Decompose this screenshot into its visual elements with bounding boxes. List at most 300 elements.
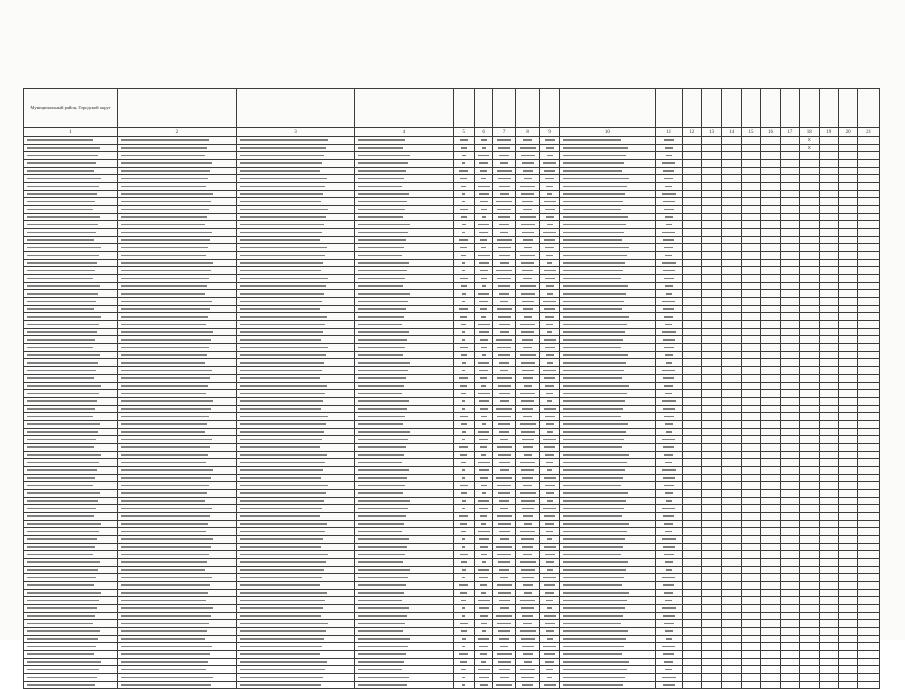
illegible-text-stroke — [522, 370, 534, 372]
illegible-text-stroke — [478, 569, 489, 571]
illegible-text-stroke — [121, 630, 207, 632]
illegible-text-stroke — [462, 646, 465, 648]
table-cell-c19 — [819, 252, 838, 260]
table-cell-c2 — [118, 221, 237, 229]
table-cell-c7 — [493, 152, 515, 160]
table-cell-c1 — [24, 651, 118, 659]
table-cell-c9 — [540, 221, 559, 229]
table-cell-c11 — [655, 643, 682, 651]
illegible-text-stroke — [544, 170, 555, 172]
illegible-text-stroke — [461, 393, 466, 395]
illegible-text-stroke — [500, 607, 509, 609]
illegible-text-stroke — [358, 262, 409, 264]
table-cell-c17 — [780, 628, 799, 636]
table-cell-c3 — [236, 666, 355, 674]
illegible-text-stroke — [496, 408, 512, 410]
table-cell-c7 — [493, 344, 515, 352]
table-cell-c17 — [780, 275, 799, 283]
illegible-text-stroke — [664, 592, 673, 594]
illegible-text-stroke — [480, 270, 488, 272]
table-cell-c14 — [722, 558, 741, 566]
table-cell-c8 — [515, 543, 540, 551]
table-cell-c18 — [800, 175, 819, 183]
table-cell-c10 — [559, 252, 655, 260]
table-cell-c16 — [761, 482, 780, 490]
illegible-text-stroke — [121, 293, 205, 295]
table-cell-c20 — [838, 581, 857, 589]
table-cell-c9 — [540, 359, 559, 367]
illegible-text-stroke — [240, 577, 322, 579]
table-cell-c8 — [515, 459, 540, 467]
table-cell-c13 — [701, 137, 721, 145]
table-cell-c18 — [800, 305, 819, 313]
illegible-text-stroke — [27, 162, 96, 164]
illegible-text-stroke — [459, 308, 468, 310]
table-cell-c2 — [118, 666, 237, 674]
illegible-text-stroke — [664, 485, 674, 487]
table-cell-c20 — [838, 497, 857, 505]
table-cell-c19 — [819, 459, 838, 467]
illegible-text-stroke — [240, 362, 324, 364]
table-row — [24, 413, 880, 421]
table-cell-c12 — [682, 482, 701, 490]
table-cell-c15 — [741, 543, 760, 551]
table-cell-c10 — [559, 305, 655, 313]
table-cell-c17 — [780, 298, 799, 306]
table-cell-c9 — [540, 413, 559, 421]
illegible-text-stroke — [27, 538, 97, 540]
table-cell-c21 — [858, 244, 880, 252]
illegible-text-stroke — [459, 377, 468, 379]
table-cell-c17 — [780, 428, 799, 436]
table-cell-c8 — [515, 236, 540, 244]
table-cell-c20 — [838, 259, 857, 267]
table-cell-c20 — [838, 175, 857, 183]
table-cell-c8 — [515, 244, 540, 252]
illegible-text-stroke — [121, 247, 208, 249]
illegible-text-stroke — [240, 439, 322, 441]
table-cell-c17 — [780, 420, 799, 428]
table-row — [24, 198, 880, 206]
illegible-text-stroke — [481, 385, 486, 387]
table-cell-c12 — [682, 382, 701, 390]
table-cell-c11 — [655, 344, 682, 352]
table-cell-c8 — [515, 397, 540, 405]
table-cell-c21 — [858, 674, 880, 682]
table-cell-c13 — [701, 167, 721, 175]
illegible-text-stroke — [665, 216, 673, 218]
table-cell-c4 — [355, 489, 453, 497]
table-cell-c17 — [780, 543, 799, 551]
table-cell-c2 — [118, 489, 237, 497]
illegible-text-stroke — [545, 247, 554, 249]
illegible-text-stroke — [664, 316, 673, 318]
table-cell-c3 — [236, 175, 355, 183]
table-cell-c13 — [701, 635, 721, 643]
illegible-text-stroke — [480, 408, 488, 410]
illegible-text-stroke — [520, 669, 535, 671]
table-cell-c21 — [858, 482, 880, 490]
table-cell-c6 — [474, 252, 492, 260]
table-cell-c10 — [559, 581, 655, 589]
table-cell-c19 — [819, 628, 838, 636]
illegible-text-stroke — [358, 216, 403, 218]
table-cell-c20 — [838, 681, 857, 689]
illegible-text-stroke — [27, 623, 93, 625]
table-cell-c4 — [355, 390, 453, 398]
column-header-c13 — [701, 89, 721, 128]
illegible-text-stroke — [27, 362, 98, 364]
table-cell-c12 — [682, 137, 701, 145]
table-cell-c10 — [559, 574, 655, 582]
table-cell-c5 — [453, 658, 474, 666]
table-cell-c19 — [819, 651, 838, 659]
illegible-text-stroke — [563, 347, 621, 349]
table-cell-c13 — [701, 551, 721, 559]
table-cell-c14 — [722, 367, 741, 375]
table-cell-c8 — [515, 213, 540, 221]
table-cell-c7 — [493, 497, 515, 505]
table-cell-c16 — [761, 397, 780, 405]
table-cell-c8 — [515, 336, 540, 344]
table-row — [24, 497, 880, 505]
table-cell-c6 — [474, 160, 492, 168]
illegible-text-stroke — [523, 554, 532, 556]
table-cell-c9 — [540, 674, 559, 682]
table-cell-c1 — [24, 275, 118, 283]
table-cell-c2 — [118, 574, 237, 582]
table-cell-c6 — [474, 681, 492, 689]
illegible-text-stroke — [544, 446, 555, 448]
table-cell-c20 — [838, 167, 857, 175]
table-cell-c13 — [701, 397, 721, 405]
illegible-text-stroke — [546, 462, 553, 464]
table-cell-c8 — [515, 183, 540, 191]
illegible-text-stroke — [520, 492, 536, 494]
table-cell-c9 — [540, 535, 559, 543]
illegible-text-stroke — [358, 193, 409, 195]
table-cell-c10 — [559, 152, 655, 160]
table-cell-c17 — [780, 674, 799, 682]
column-number-c20: 20 — [838, 128, 857, 137]
table-cell-c21 — [858, 620, 880, 628]
illegible-text-stroke — [358, 600, 402, 602]
table-cell-c4 — [355, 382, 453, 390]
table-cell-c5 — [453, 374, 474, 382]
table-cell-c10 — [559, 420, 655, 428]
illegible-text-stroke — [358, 546, 407, 548]
table-cell-c11 — [655, 144, 682, 152]
column-header-c3 — [236, 89, 355, 128]
table-cell-c2 — [118, 512, 237, 520]
table-cell-c8 — [515, 305, 540, 313]
table-cell-c3 — [236, 137, 355, 145]
table-cell-c4 — [355, 443, 453, 451]
table-cell-c18 — [800, 443, 819, 451]
table-cell-c15 — [741, 620, 760, 628]
column-number-c13: 13 — [701, 128, 721, 137]
table-cell-c5 — [453, 589, 474, 597]
table-cell-c15 — [741, 466, 760, 474]
table-cell-c1 — [24, 405, 118, 413]
table-cell-c10 — [559, 198, 655, 206]
table-cell-c21 — [858, 581, 880, 589]
illegible-text-stroke — [358, 492, 403, 494]
table-cell-c7 — [493, 658, 515, 666]
column-header-c9 — [540, 89, 559, 128]
table-cell-c9 — [540, 236, 559, 244]
illegible-text-stroke — [121, 209, 209, 211]
table-cell-c13 — [701, 574, 721, 582]
table-cell-c11 — [655, 658, 682, 666]
table-cell-c18 — [800, 336, 819, 344]
illegible-text-stroke — [121, 546, 211, 548]
table-cell-c2 — [118, 543, 237, 551]
table-cell-c16 — [761, 459, 780, 467]
table-cell-c10 — [559, 612, 655, 620]
illegible-text-stroke — [358, 661, 404, 663]
illegible-text-stroke — [563, 569, 626, 571]
illegible-text-stroke — [478, 500, 489, 502]
table-cell-c6 — [474, 397, 492, 405]
table-cell-c16 — [761, 328, 780, 336]
table-cell-c5 — [453, 152, 474, 160]
illegible-text-stroke — [358, 653, 406, 655]
illegible-text-stroke — [240, 301, 322, 303]
table-row — [24, 466, 880, 474]
table-cell-c7 — [493, 244, 515, 252]
table-cell-c20 — [838, 313, 857, 321]
table-cell-c2 — [118, 367, 237, 375]
illegible-text-stroke — [663, 377, 674, 379]
table-cell-c19 — [819, 229, 838, 237]
table-cell-c10 — [559, 658, 655, 666]
illegible-text-stroke — [499, 324, 510, 326]
table-cell-c21 — [858, 183, 880, 191]
table-cell-c12 — [682, 144, 701, 152]
table-cell-c12 — [682, 505, 701, 513]
illegible-text-stroke — [121, 669, 206, 671]
table-cell-c13 — [701, 597, 721, 605]
illegible-text-stroke — [544, 546, 556, 548]
table-cell-c16 — [761, 436, 780, 444]
table-cell-c4 — [355, 229, 453, 237]
illegible-text-stroke — [459, 584, 468, 586]
illegible-text-stroke — [27, 347, 93, 349]
table-cell-c7 — [493, 175, 515, 183]
table-cell-c12 — [682, 344, 701, 352]
illegible-text-stroke — [358, 607, 409, 609]
table-cell-c5 — [453, 674, 474, 682]
table-cell-c1 — [24, 635, 118, 643]
table-cell-c11 — [655, 482, 682, 490]
table-cell-c19 — [819, 328, 838, 336]
illegible-text-stroke — [460, 347, 468, 349]
illegible-text-stroke — [544, 377, 555, 379]
table-row — [24, 512, 880, 520]
table-cell-c17 — [780, 643, 799, 651]
table-cell-c15 — [741, 236, 760, 244]
table-cell-c10 — [559, 428, 655, 436]
table-cell-c12 — [682, 190, 701, 198]
table-cell-c13 — [701, 382, 721, 390]
illegible-text-stroke — [358, 316, 404, 318]
table-cell-c11 — [655, 282, 682, 290]
table-cell-c15 — [741, 681, 760, 689]
table-cell-c2 — [118, 160, 237, 168]
table-cell-c21 — [858, 305, 880, 313]
illegible-text-stroke — [563, 454, 629, 456]
table-cell-c4 — [355, 543, 453, 551]
column-number-c18: 18 — [800, 128, 819, 137]
table-cell-c6 — [474, 558, 492, 566]
illegible-text-stroke — [520, 147, 536, 149]
illegible-text-stroke — [521, 155, 535, 157]
illegible-text-stroke — [543, 508, 556, 510]
column-header-c18 — [800, 89, 819, 128]
table-cell-c4 — [355, 236, 453, 244]
table-cell-c2 — [118, 190, 237, 198]
table-cell-c15 — [741, 436, 760, 444]
table-cell-c19 — [819, 413, 838, 421]
table-cell-c20 — [838, 282, 857, 290]
illegible-text-stroke — [461, 492, 467, 494]
illegible-text-stroke — [240, 592, 327, 594]
table-cell-c17 — [780, 451, 799, 459]
table-cell-c9 — [540, 635, 559, 643]
table-cell-c6 — [474, 290, 492, 298]
table-cell-c6 — [474, 321, 492, 329]
table-cell-c17 — [780, 528, 799, 536]
illegible-text-stroke — [121, 569, 205, 571]
table-cell-c7 — [493, 413, 515, 421]
illegible-text-stroke — [523, 347, 532, 349]
illegible-text-stroke — [121, 162, 212, 164]
illegible-text-stroke — [544, 239, 555, 241]
table-cell-c5 — [453, 604, 474, 612]
table-cell-c11 — [655, 589, 682, 597]
table-cell-c11 — [655, 206, 682, 214]
illegible-text-stroke — [497, 653, 512, 655]
illegible-text-stroke — [358, 423, 403, 425]
table-cell-c10 — [559, 436, 655, 444]
table-cell-c19 — [819, 428, 838, 436]
table-cell-c2 — [118, 443, 237, 451]
table-row — [24, 597, 880, 605]
table-cell-c10 — [559, 213, 655, 221]
illegible-text-stroke — [27, 561, 100, 563]
table-cell-c6 — [474, 167, 492, 175]
illegible-text-stroke — [547, 400, 552, 402]
table-cell-c18 — [800, 390, 819, 398]
table-cell-c18 — [800, 597, 819, 605]
table-cell-c1 — [24, 290, 118, 298]
table-cell-c5 — [453, 681, 474, 689]
table-cell-c15 — [741, 282, 760, 290]
table-cell-c19 — [819, 451, 838, 459]
table-cell-c18 — [800, 198, 819, 206]
table-cell-c14 — [722, 382, 741, 390]
illegible-text-stroke — [27, 477, 95, 479]
table-cell-c8 — [515, 390, 540, 398]
illegible-text-stroke — [499, 155, 509, 157]
illegible-text-stroke — [500, 577, 508, 579]
table-cell-c8 — [515, 298, 540, 306]
illegible-text-stroke — [500, 262, 509, 264]
table-cell-c4 — [355, 589, 453, 597]
table-cell-c5 — [453, 190, 474, 198]
illegible-text-stroke — [461, 600, 466, 602]
table-cell-c10 — [559, 374, 655, 382]
illegible-text-stroke — [27, 262, 97, 264]
table-cell-c1 — [24, 252, 118, 260]
table-cell-c14 — [722, 206, 741, 214]
table-cell-c2 — [118, 183, 237, 191]
table-cell-c19 — [819, 137, 838, 145]
table-cell-c7 — [493, 328, 515, 336]
table-cell-c5 — [453, 528, 474, 536]
illegible-text-stroke — [121, 584, 210, 586]
table-cell-c16 — [761, 390, 780, 398]
illegible-text-stroke — [563, 324, 627, 326]
table-cell-c8 — [515, 313, 540, 321]
illegible-text-stroke — [479, 331, 489, 333]
table-cell-c21 — [858, 321, 880, 329]
table-cell-c21 — [858, 252, 880, 260]
table-cell-c4 — [355, 290, 453, 298]
table-cell-c5 — [453, 651, 474, 659]
table-cell-c16 — [761, 175, 780, 183]
table-cell-c5 — [453, 397, 474, 405]
table-cell-c3 — [236, 581, 355, 589]
table-cell-c21 — [858, 535, 880, 543]
table-cell-c4 — [355, 374, 453, 382]
table-cell-c3 — [236, 566, 355, 574]
table-cell-c21 — [858, 643, 880, 651]
table-cell-c10 — [559, 459, 655, 467]
illegible-text-stroke — [497, 308, 512, 310]
table-cell-c13 — [701, 643, 721, 651]
table-cell-c9 — [540, 482, 559, 490]
table-row — [24, 367, 880, 375]
table-cell-c10 — [559, 298, 655, 306]
illegible-text-stroke — [462, 232, 465, 234]
table-row — [24, 144, 880, 152]
table-cell-c21 — [858, 175, 880, 183]
table-cell-c7 — [493, 635, 515, 643]
illegible-text-stroke — [240, 408, 321, 410]
table-cell-c2 — [118, 628, 237, 636]
illegible-text-stroke — [544, 308, 555, 310]
table-cell-c21 — [858, 221, 880, 229]
illegible-text-stroke — [459, 239, 468, 241]
table-cell-c15 — [741, 635, 760, 643]
table-cell-c12 — [682, 512, 701, 520]
table-cell-c13 — [701, 374, 721, 382]
table-cell-c17 — [780, 413, 799, 421]
table-cell-c18 — [800, 436, 819, 444]
table-cell-c7 — [493, 474, 515, 482]
table-cell-c20 — [838, 229, 857, 237]
table-cell-c16 — [761, 167, 780, 175]
table-cell-c13 — [701, 344, 721, 352]
table-cell-c21 — [858, 658, 880, 666]
table-cell-c2 — [118, 267, 237, 275]
illegible-text-stroke — [462, 262, 465, 264]
table-cell-c8 — [515, 505, 540, 513]
illegible-text-stroke — [662, 677, 676, 679]
table-cell-c7 — [493, 313, 515, 321]
